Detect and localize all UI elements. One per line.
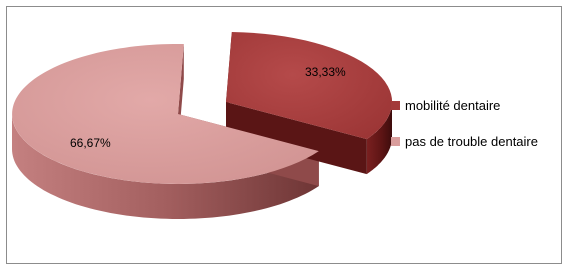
legend-swatch-mobilite [391, 101, 400, 110]
data-label-mobilite: 33,33% [305, 65, 346, 79]
legend-item-pas-de-trouble [391, 131, 538, 151]
legend-label-pas-de-trouble: pas de trouble dentaire [405, 133, 538, 149]
legend-label-mobilite: mobilité dentaire [405, 97, 501, 113]
legend [391, 95, 538, 167]
legend-item-mobilite [391, 95, 538, 115]
legend-swatch-pas-de-trouble [391, 137, 400, 146]
data-label-pas-de-trouble: 66,67% [70, 136, 111, 150]
